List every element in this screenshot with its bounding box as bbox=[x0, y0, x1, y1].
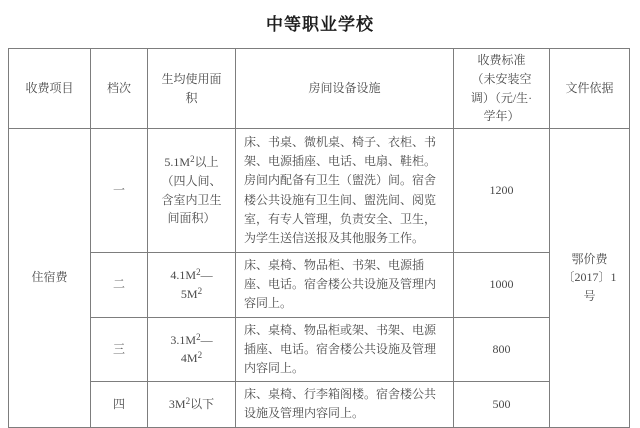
grade-cell: 一 bbox=[91, 129, 148, 253]
header-grade: 档次 bbox=[91, 49, 148, 129]
header-fee-item: 收费项目 bbox=[9, 49, 91, 129]
area-cell: $3M^2$以下 bbox=[148, 382, 236, 427]
header-document-basis: 文件依据 bbox=[550, 49, 630, 129]
grade-cell: 四 bbox=[91, 382, 148, 427]
document-page bbox=[0, 10, 640, 428]
facilities-cell: 床、书桌、微机桌、椅子、衣柜、书架、电源插座、电话、电扇、鞋柜。房间内配备有卫生（盥洗）间。宿舍楼公共设施有卫生间、盥洗间、阅览室，有专人管理，负责安全、卫生，为学生送信送报及其他服务工作。 bbox=[236, 129, 454, 253]
area-cell: $4.1M^2—5M^2$ bbox=[148, 253, 236, 318]
area-cell: $3.1M^2—4M^2$ bbox=[148, 317, 236, 382]
fee-item-cell: 住宿费 bbox=[9, 129, 91, 428]
table-header-row bbox=[9, 49, 630, 129]
fee-schedule-table bbox=[8, 48, 630, 428]
facilities-cell: 床、桌椅、物品柜、书架、电源插座、电话。宿舍楼公共设施及管理内容同上。 bbox=[236, 253, 454, 318]
facilities-cell: 床、桌椅、行李箱阁楼。宿舍楼公共设施及管理内容同上。 bbox=[236, 382, 454, 427]
area-cell: $5.1M^2$以上（四人间、含室内卫生间面积） bbox=[148, 129, 236, 253]
table-row bbox=[9, 129, 630, 253]
fee-cell: 1000 bbox=[454, 253, 550, 318]
table-row bbox=[9, 253, 630, 318]
table-row bbox=[9, 382, 630, 427]
fee-cell: 1200 bbox=[454, 129, 550, 253]
header-area: 生均使用面积 bbox=[148, 49, 236, 129]
table-row bbox=[9, 317, 630, 382]
fee-cell: 500 bbox=[454, 382, 550, 427]
header-facilities: 房间设备设施 bbox=[236, 49, 454, 129]
grade-cell: 二 bbox=[91, 253, 148, 318]
page-title: 中等职业学校 bbox=[266, 15, 374, 34]
grade-cell: 三 bbox=[91, 317, 148, 382]
document-basis-cell: 鄂价费〔2017〕1号 bbox=[550, 129, 630, 428]
fee-cell: 800 bbox=[454, 317, 550, 382]
header-fee-standard: 收费标准（未安装空调）（元/生·学年） bbox=[454, 49, 550, 129]
facilities-cell: 床、桌椅、物品柜或架、书架、电源插座、电话。宿舍楼公共设施及管理内容同上。 bbox=[236, 317, 454, 382]
